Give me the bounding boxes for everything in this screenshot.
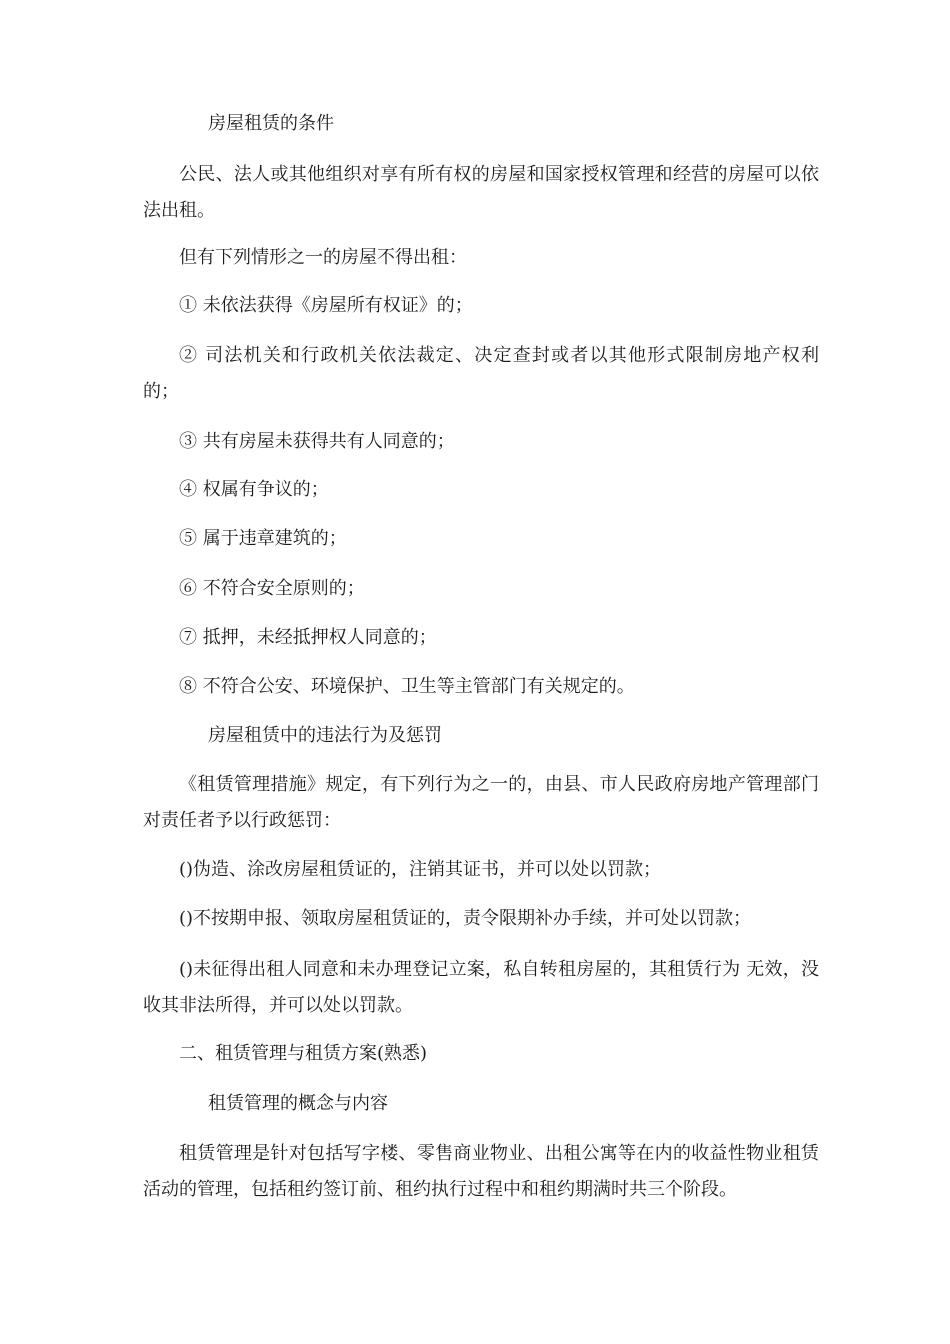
paragraph: ()未征得出租人同意和未办理登记立案，私自转租房屋的，其租赁行为 无效，没收其非法所得，并可以处以罚款。 <box>143 959 819 1016</box>
list-item: ③ 共有房屋未获得共有人同意的； <box>179 431 455 452</box>
list-item: ② 司法机关和行政机关依法裁定、决定查封或者以其他形式限制房地产权利 的； <box>143 345 819 402</box>
section-heading: 租赁管理的概念与内容 <box>208 1093 388 1114</box>
section-heading: 房屋租赁中的违法行为及惩罚 <box>208 725 442 746</box>
paragraph: 公民、法人或其他组织对享有所有权的房屋和国家授权管理和经营的房屋可以依法出租。 <box>143 164 819 221</box>
list-item: ④ 权属有争议的； <box>179 479 329 500</box>
paragraph: 但有下列情形之一的房屋不得出租： <box>179 247 467 268</box>
list-item: ⑥ 不符合安全原则的； <box>179 578 365 599</box>
list-item: ⑦ 抵押，未经抵押权人同意的； <box>179 627 437 648</box>
list-item: ⑤ 属于违章建筑的； <box>179 528 347 549</box>
list-item: ① 未依法获得《房屋所有权证》的； <box>179 295 473 316</box>
paragraph: ()伪造、涂改房屋租赁证的，注销其证书，并可以处以罚款； <box>179 859 662 880</box>
section-heading: 房屋租赁的条件 <box>208 113 334 134</box>
paragraph: 租赁管理是针对包括写字楼、零售商业物业、出租公寓等在内的收益性物业租赁活动的管理，包括租约签订前、租约执行过程中和租约期满时共三个阶段。 <box>143 1143 819 1200</box>
paragraph: ()不按期申报、领取房屋租赁证的，责令限期补办手续，并可处以罚款； <box>179 908 752 929</box>
list-item: ⑧ 不符合公安、环境保护、卫生等主管部门有关规定的。 <box>179 676 635 697</box>
section-heading: 二、租赁管理与租赁方案(熟悉) <box>179 1043 428 1064</box>
paragraph: 《租赁管理措施》规定，有下列行为之一的，由县、市人民政府房地产管理部门对责任者予以行政惩罚： <box>143 774 819 831</box>
